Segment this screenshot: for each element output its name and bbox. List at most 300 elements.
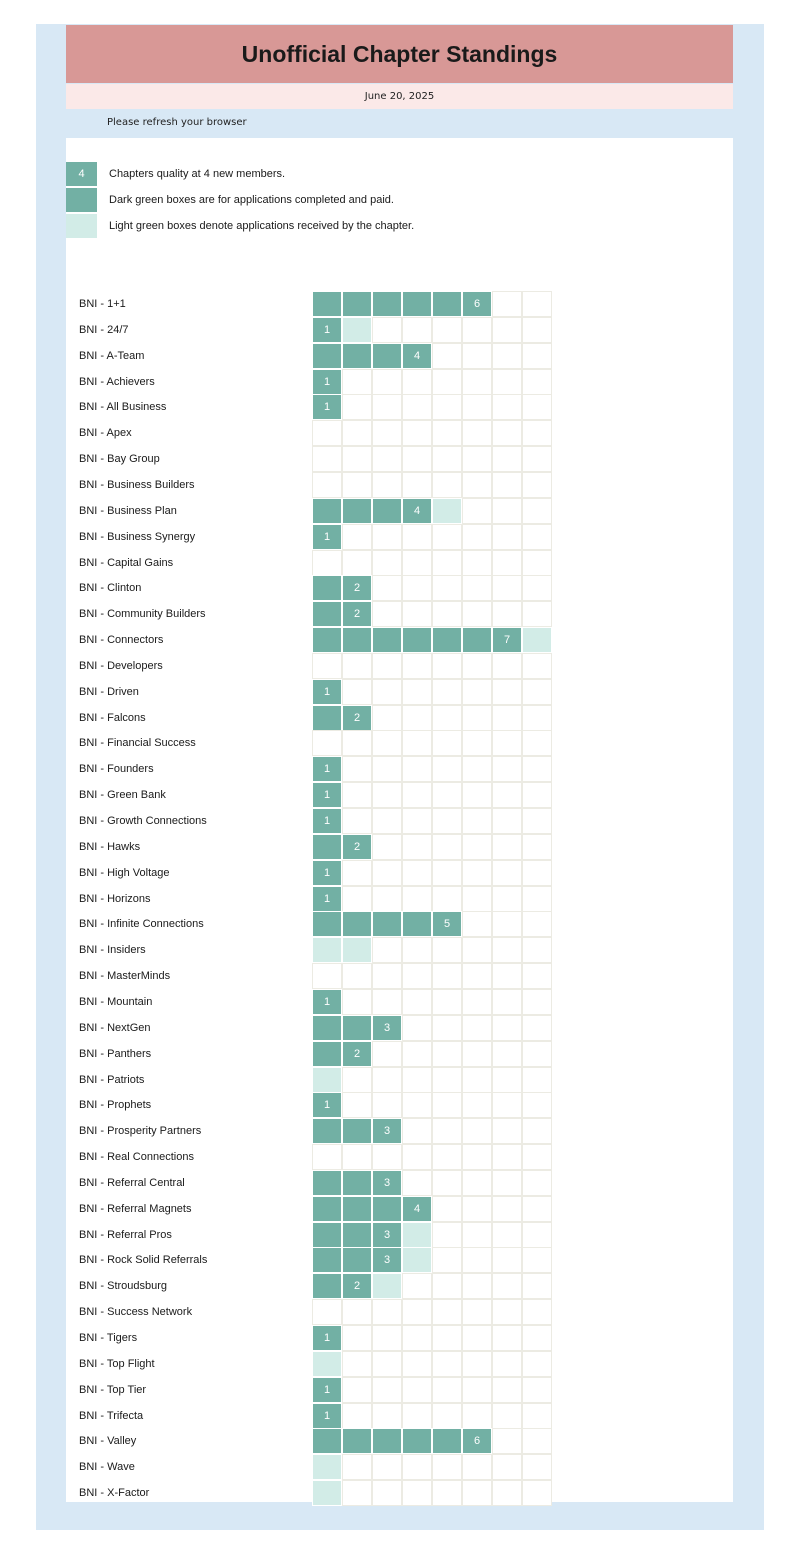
standing-box-completed <box>342 834 372 860</box>
standing-box-empty <box>522 1299 552 1325</box>
standing-box-completed <box>312 1428 342 1454</box>
standing-box-empty <box>402 963 432 989</box>
standing-box-empty <box>462 420 492 446</box>
standing-box-empty <box>432 937 462 963</box>
standing-box-empty <box>432 317 462 343</box>
standing-box-empty <box>402 1351 432 1377</box>
standing-box-empty <box>462 834 492 860</box>
chapter-row <box>0 291 797 317</box>
standing-box-empty <box>432 550 462 576</box>
chapter-name: BNI - Referral Pros <box>79 1228 172 1241</box>
standing-box-empty <box>462 1067 492 1093</box>
standing-box-completed <box>342 1118 372 1144</box>
standing-box-completed <box>312 834 342 860</box>
standing-box-empty <box>522 601 552 627</box>
standing-box-completed <box>312 911 342 937</box>
standing-box-empty <box>492 1299 522 1325</box>
standing-box-completed <box>312 705 342 731</box>
standing-box-empty <box>372 575 402 601</box>
standing-box-empty <box>342 886 372 912</box>
completed-count: 3 <box>383 1254 391 1267</box>
standing-box-completed <box>372 498 402 524</box>
chapter-name: BNI - Tigers <box>79 1332 138 1344</box>
chapter-row <box>0 343 797 369</box>
chapter-row <box>0 886 797 912</box>
standing-box-empty <box>402 446 432 472</box>
chapter-row <box>0 679 797 705</box>
chapter-name: BNI - A-Team <box>79 349 145 362</box>
standing-box-empty <box>402 1067 432 1093</box>
completed-count: 1 <box>323 401 331 414</box>
standing-box-empty <box>462 1015 492 1041</box>
page-title: Unofficial Chapter Standings <box>241 40 558 67</box>
standing-box-empty <box>372 1092 402 1118</box>
standing-box-empty <box>342 989 372 1015</box>
standing-box-empty <box>432 343 462 369</box>
standing-box-empty <box>372 886 402 912</box>
standing-box-completed <box>312 1092 342 1118</box>
standing-box-empty <box>462 1325 492 1351</box>
standing-box-empty <box>492 937 522 963</box>
completed-count: 4 <box>413 504 421 517</box>
standing-box-empty <box>492 653 522 679</box>
chapter-row <box>0 1351 797 1377</box>
standing-box-empty <box>342 1144 372 1170</box>
chapter-name: BNI - Panthers <box>79 1047 152 1060</box>
standing-box-empty <box>342 756 372 782</box>
standing-box-empty <box>492 472 522 498</box>
report-date: June 20, 2025 <box>364 91 435 102</box>
standing-box-empty <box>342 1454 372 1480</box>
standing-box-empty <box>492 860 522 886</box>
standing-box-empty <box>402 679 432 705</box>
refresh-notice: Please refresh your browser <box>107 117 247 128</box>
standing-box-empty <box>522 394 552 420</box>
standing-box-empty <box>372 1403 402 1429</box>
standing-box-received <box>402 1222 432 1248</box>
standing-box-empty <box>402 420 432 446</box>
standing-box-empty <box>402 1480 432 1506</box>
standing-box-empty <box>492 343 522 369</box>
standing-box-received <box>522 627 552 653</box>
chapter-name: BNI - 1+1 <box>79 298 126 310</box>
standing-box-empty <box>342 1377 372 1403</box>
standing-box-empty <box>492 1041 522 1067</box>
standing-box-completed <box>402 627 432 653</box>
standing-box-empty <box>372 1480 402 1506</box>
standing-box-empty <box>342 1403 372 1429</box>
standing-box-empty <box>462 1480 492 1506</box>
standing-box-empty <box>462 575 492 601</box>
standing-box-empty <box>522 1118 552 1144</box>
standing-box-empty <box>372 446 402 472</box>
standing-box-empty <box>522 317 552 343</box>
chapter-row <box>0 834 797 860</box>
standing-box-empty <box>402 1041 432 1067</box>
standing-box-empty <box>492 911 522 937</box>
completed-count: 2 <box>353 1047 361 1060</box>
chapter-row <box>0 446 797 472</box>
completed-count: 4 <box>413 1202 421 1215</box>
completed-count: 4 <box>413 349 421 362</box>
completed-count: 1 <box>323 530 331 543</box>
standing-box-empty <box>462 730 492 756</box>
completed-count: 5 <box>443 918 451 931</box>
chapter-name: BNI - Falcons <box>79 711 146 724</box>
standing-box-empty <box>492 524 522 550</box>
completed-count: 1 <box>323 995 331 1008</box>
standing-box-empty <box>462 369 492 395</box>
standing-box-empty <box>432 1222 462 1248</box>
standing-box-empty <box>402 394 432 420</box>
standing-box-empty <box>522 653 552 679</box>
chapter-name: BNI - Infinite Connections <box>79 918 204 931</box>
standing-box-empty <box>522 1454 552 1480</box>
standing-box-empty <box>402 1144 432 1170</box>
completed-count: 2 <box>353 1280 361 1293</box>
standing-box-completed <box>312 808 342 834</box>
standing-box-empty <box>432 1299 462 1325</box>
standing-box-empty <box>462 550 492 576</box>
standing-box-empty <box>402 782 432 808</box>
standing-box-empty <box>522 782 552 808</box>
standing-box-empty <box>432 679 462 705</box>
standing-box-empty <box>432 1118 462 1144</box>
standing-box-empty <box>522 756 552 782</box>
standing-box-empty <box>432 653 462 679</box>
standing-box-empty <box>462 782 492 808</box>
standing-box-empty <box>462 317 492 343</box>
standing-box-empty <box>462 679 492 705</box>
standing-box-empty <box>402 834 432 860</box>
standing-box-empty <box>492 550 522 576</box>
standing-box-empty <box>462 446 492 472</box>
chapter-name: BNI - Success Network <box>79 1306 193 1319</box>
standing-box-empty <box>372 730 402 756</box>
standing-box-empty <box>522 1351 552 1377</box>
standing-box-empty <box>492 1325 522 1351</box>
standing-box-empty <box>462 1403 492 1429</box>
chapter-name: BNI - Insiders <box>79 944 146 957</box>
standing-box-completed <box>432 911 462 937</box>
standing-box-completed <box>342 498 372 524</box>
standing-box-empty <box>402 1273 432 1299</box>
standing-box-empty <box>432 420 462 446</box>
standing-box-completed <box>312 1325 342 1351</box>
standing-box-empty <box>462 1454 492 1480</box>
standing-box-empty <box>342 679 372 705</box>
standing-box-empty <box>372 601 402 627</box>
standing-box-completed <box>432 1428 462 1454</box>
standing-box-empty <box>432 989 462 1015</box>
standing-box-completed <box>312 627 342 653</box>
standing-box-empty <box>522 1247 552 1273</box>
standing-box-empty <box>402 1092 432 1118</box>
standing-box-empty <box>492 498 522 524</box>
standing-box-empty <box>372 1377 402 1403</box>
standing-box-empty <box>342 550 372 576</box>
standing-box-empty <box>492 1273 522 1299</box>
standing-box-empty <box>462 498 492 524</box>
standing-box-empty <box>372 1299 402 1325</box>
chapter-name: BNI - Prosperity Partners <box>79 1125 202 1138</box>
chapter-row <box>0 394 797 420</box>
standing-box-empty <box>492 1454 522 1480</box>
standing-box-empty <box>492 1428 522 1454</box>
legend-qualify-text: Chapters quality at 4 new members. <box>109 168 286 180</box>
chapter-row <box>0 1041 797 1067</box>
standing-box-empty <box>522 1041 552 1067</box>
standing-box-empty <box>402 1170 432 1196</box>
standing-box-empty <box>402 730 432 756</box>
standing-box-empty <box>492 963 522 989</box>
standing-box-completed <box>312 1403 342 1429</box>
chapter-name: BNI - Achievers <box>79 375 155 388</box>
completed-count: 1 <box>323 1409 331 1422</box>
standing-box-empty <box>462 472 492 498</box>
standing-box-empty <box>522 498 552 524</box>
standing-box-completed <box>312 394 342 420</box>
standing-box-completed <box>342 1041 372 1067</box>
standing-box-empty <box>372 653 402 679</box>
chapter-row <box>0 730 797 756</box>
chapter-row <box>0 705 797 731</box>
standing-box-completed <box>312 1273 342 1299</box>
standing-box-empty <box>522 1428 552 1454</box>
chapter-name: BNI - Developers <box>79 659 163 672</box>
chapter-name: BNI - Patriots <box>79 1073 145 1086</box>
chapter-name: BNI - MasterMinds <box>79 970 171 983</box>
chapter-name: BNI - Hawks <box>79 840 141 853</box>
chapter-row <box>0 627 797 653</box>
standing-box-empty <box>522 291 552 317</box>
standing-box-completed <box>342 911 372 937</box>
standing-box-empty <box>492 679 522 705</box>
standing-box-completed <box>342 575 372 601</box>
standing-box-empty <box>462 1041 492 1067</box>
standing-box-empty <box>522 524 552 550</box>
standing-box-empty <box>432 1196 462 1222</box>
standing-box-completed <box>342 1273 372 1299</box>
standing-box-empty <box>492 1067 522 1093</box>
chapter-row <box>0 911 797 937</box>
standing-box-empty <box>462 1377 492 1403</box>
completed-count: 7 <box>503 634 511 647</box>
legend-dark-text: Dark green boxes are for applications completed and paid. <box>109 194 394 206</box>
chapter-name: BNI - Growth Connections <box>79 815 207 827</box>
standing-box-completed <box>402 291 432 317</box>
standing-box-completed <box>372 627 402 653</box>
standing-box-empty <box>432 963 462 989</box>
chapter-row <box>0 575 797 601</box>
standing-box-empty <box>492 705 522 731</box>
standing-box-empty <box>432 886 462 912</box>
chapter-row <box>0 498 797 524</box>
standing-box-completed <box>372 1118 402 1144</box>
standing-box-completed <box>342 627 372 653</box>
standing-box-empty <box>492 575 522 601</box>
standing-box-empty <box>432 1041 462 1067</box>
chapter-name: BNI - Driven <box>79 685 139 698</box>
standing-box-completed <box>312 1170 342 1196</box>
standing-box-empty <box>402 524 432 550</box>
standing-box-completed <box>312 317 342 343</box>
standing-box-empty <box>372 524 402 550</box>
standing-box-empty <box>402 550 432 576</box>
chapter-row <box>0 1325 797 1351</box>
chapter-row <box>0 1015 797 1041</box>
standing-box-empty <box>402 653 432 679</box>
standing-box-empty <box>342 653 372 679</box>
chapter-row <box>0 369 797 395</box>
standing-box-empty <box>402 1403 432 1429</box>
standing-box-empty <box>402 472 432 498</box>
standing-box-empty <box>402 860 432 886</box>
standing-box-empty <box>432 1377 462 1403</box>
standing-box-empty <box>432 1067 462 1093</box>
standing-box-empty <box>372 705 402 731</box>
standing-box-empty <box>372 679 402 705</box>
standing-box-received <box>312 1480 342 1506</box>
standing-box-empty <box>492 1480 522 1506</box>
standing-box-empty <box>462 1351 492 1377</box>
standing-box-empty <box>432 1092 462 1118</box>
standing-box-empty <box>402 1454 432 1480</box>
standing-box-empty <box>462 911 492 937</box>
standing-box-completed <box>312 343 342 369</box>
standing-box-empty <box>462 343 492 369</box>
standing-box-received <box>342 937 372 963</box>
standing-box-empty <box>522 1092 552 1118</box>
standing-box-completed <box>342 343 372 369</box>
completed-count: 1 <box>323 815 331 827</box>
standing-box-completed <box>402 1196 432 1222</box>
standing-box-completed <box>342 291 372 317</box>
standing-box-empty <box>342 420 372 446</box>
standing-box-empty <box>402 601 432 627</box>
standing-box-empty <box>522 1015 552 1041</box>
chapter-row <box>0 1092 797 1118</box>
standing-box-completed <box>372 1015 402 1041</box>
standing-box-empty <box>522 575 552 601</box>
standing-box-completed <box>312 1377 342 1403</box>
standing-box-empty <box>372 963 402 989</box>
standing-box-empty <box>492 446 522 472</box>
standing-box-completed <box>312 860 342 886</box>
standing-box-empty <box>402 1015 432 1041</box>
standing-box-empty <box>432 1351 462 1377</box>
standing-box-empty <box>522 420 552 446</box>
standing-box-empty <box>312 1144 342 1170</box>
standing-box-empty <box>462 394 492 420</box>
standing-box-empty <box>342 369 372 395</box>
standing-box-empty <box>372 472 402 498</box>
standing-box-completed <box>342 1196 372 1222</box>
completed-count: 1 <box>323 1332 331 1344</box>
chapter-row <box>0 601 797 627</box>
chapter-row <box>0 937 797 963</box>
standing-box-empty <box>402 886 432 912</box>
standing-box-empty <box>372 550 402 576</box>
chapter-row <box>0 1299 797 1325</box>
standing-box-empty <box>372 1041 402 1067</box>
chapter-name: BNI - Connectors <box>79 634 164 647</box>
standing-box-empty <box>462 756 492 782</box>
chapter-row <box>0 1067 797 1093</box>
standing-box-completed <box>372 1170 402 1196</box>
chapter-row <box>0 808 797 834</box>
standing-box-empty <box>492 601 522 627</box>
standing-box-empty <box>402 989 432 1015</box>
standing-box-empty <box>492 886 522 912</box>
standing-box-empty <box>342 1325 372 1351</box>
chapter-name: BNI - Trifecta <box>79 1409 144 1422</box>
completed-count: 1 <box>323 763 331 776</box>
standing-box-completed <box>462 1428 492 1454</box>
standing-box-completed <box>402 343 432 369</box>
standing-box-completed <box>312 575 342 601</box>
standing-box-empty <box>402 1325 432 1351</box>
completed-count: 1 <box>323 1099 331 1112</box>
chapter-row <box>0 963 797 989</box>
standing-box-empty <box>522 1170 552 1196</box>
standing-box-completed <box>342 1015 372 1041</box>
standing-box-empty <box>432 730 462 756</box>
standing-box-empty <box>462 963 492 989</box>
chapter-row <box>0 1222 797 1248</box>
standing-box-empty <box>372 317 402 343</box>
chapter-row <box>0 1144 797 1170</box>
chapter-name: BNI - Valley <box>79 1435 137 1448</box>
standing-box-empty <box>342 860 372 886</box>
completed-count: 3 <box>383 1125 391 1138</box>
standing-box-empty <box>522 989 552 1015</box>
standing-box-completed <box>342 601 372 627</box>
chapter-name: BNI - Wave <box>79 1461 135 1474</box>
standing-box-completed <box>342 1170 372 1196</box>
completed-count: 1 <box>323 866 331 879</box>
standing-box-empty <box>372 989 402 1015</box>
standing-box-empty <box>462 937 492 963</box>
standing-box-empty <box>432 1454 462 1480</box>
chapter-name: BNI - Referral Magnets <box>79 1202 192 1215</box>
standing-box-empty <box>312 653 342 679</box>
chapter-name: BNI - Green Bank <box>79 789 166 802</box>
standing-box-empty <box>342 472 372 498</box>
standing-box-empty <box>312 550 342 576</box>
chapter-row <box>0 1170 797 1196</box>
completed-count: 2 <box>353 840 361 853</box>
standing-box-empty <box>492 1144 522 1170</box>
standing-box-empty <box>492 756 522 782</box>
standing-box-empty <box>402 756 432 782</box>
standing-box-empty <box>432 1325 462 1351</box>
standing-box-completed <box>342 1428 372 1454</box>
completed-count: 1 <box>323 375 331 388</box>
standing-box-completed <box>372 1247 402 1273</box>
standing-box-received <box>432 498 462 524</box>
legend-qualify-number: 4 <box>78 168 85 180</box>
standing-box-empty <box>432 756 462 782</box>
standing-box-empty <box>522 705 552 731</box>
standing-box-completed <box>372 1428 402 1454</box>
standing-box-completed <box>342 1247 372 1273</box>
standing-box-empty <box>432 1403 462 1429</box>
standing-box-empty <box>492 1377 522 1403</box>
standing-box-empty <box>432 575 462 601</box>
standing-box-empty <box>492 1351 522 1377</box>
standing-box-empty <box>432 834 462 860</box>
